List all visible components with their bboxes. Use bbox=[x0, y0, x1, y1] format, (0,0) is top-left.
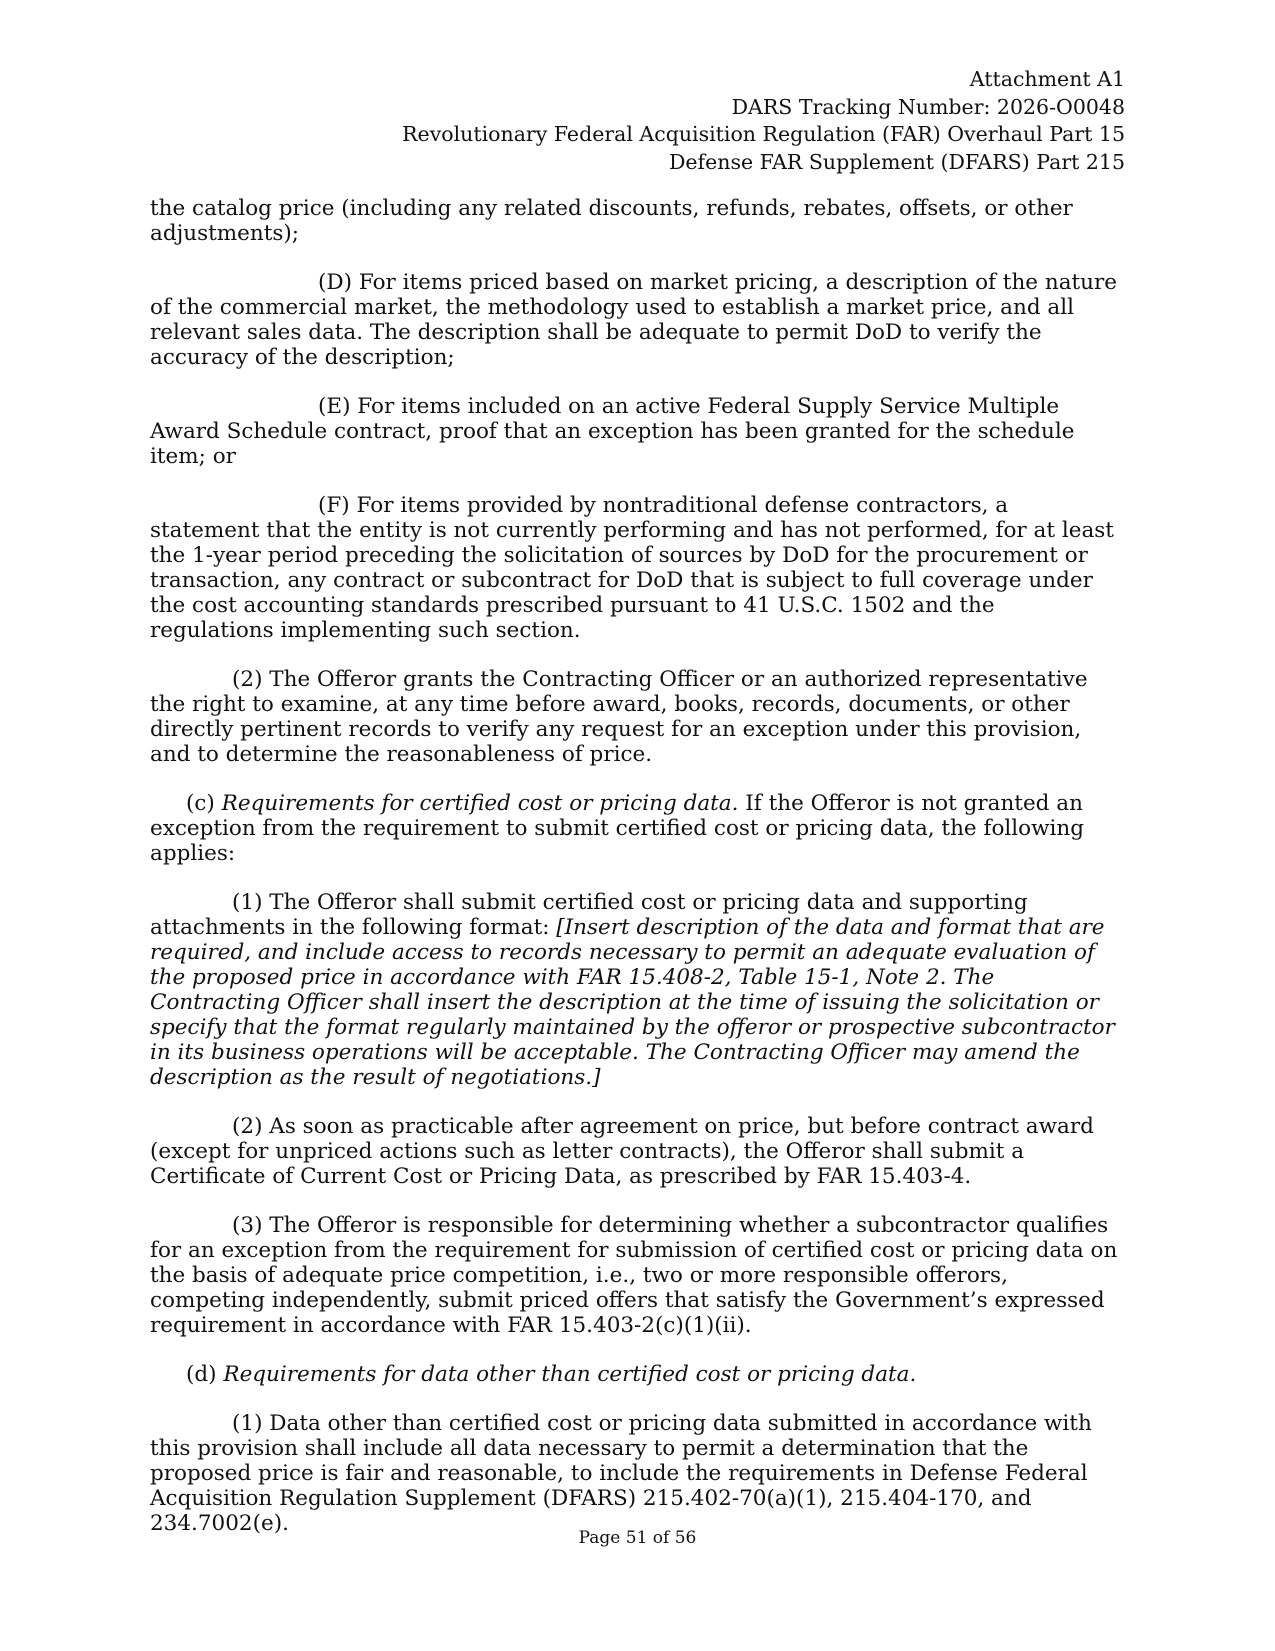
section-d bbox=[150, 1362, 1122, 1387]
page-header bbox=[402, 66, 1125, 176]
header-far-part: Revolutionary Federal Acquisition Regulation (FAR) Overhaul Part 15 bbox=[402, 122, 1125, 146]
page-number: Page 51 of 56 bbox=[578, 1528, 697, 1548]
section-c-heading: Requirements for certified cost or pricing data. bbox=[221, 791, 739, 816]
section-d-label: (d) bbox=[186, 1362, 224, 1387]
paragraph-b1-D: (D) For items priced based on market pricing, a description of the nature of the commercial market, the methodology used to establish a market price, and all relevant sales data. The description shall be adequate to permit DoD to verify the accuracy of the description; bbox=[150, 270, 1118, 370]
paragraph-c1 bbox=[150, 890, 1122, 1090]
header-dfars-part: Defense FAR Supplement (DFARS) Part 215 bbox=[668, 149, 1125, 174]
paragraph-continuation: the catalog price (including any related discounts, refunds, rebates, offsets, or other adjustments); bbox=[150, 196, 1073, 246]
paragraph-c3: (3) The Offeror is responsible for determining whether a subcontractor qualifies for an exception from the requirement for submission of certified cost or pricing data on the basis of adequate price competition, i.e., two or more responsible offerors, competing independently, submit priced offers that satisfy the Government’s expressed requirement in accordance with FAR 15.403-2(c)(1)(ii). bbox=[150, 1213, 1118, 1338]
section-d-heading: Requirements for data other than certified cost or pricing data. bbox=[223, 1362, 917, 1387]
paragraph-b1-F: (F) For items provided by nontraditional defense contractors, a statement that the entity is not currently performing and has not performed, for at least the 1-year period preceding the solicitation of sources by DoD for the procurement or transaction, any contract or subcontract for DoD that is subject to full coverage under the cost accounting standards prescribed pursuant to 41 U.S.C. 1502 and the regulations implementing such section. bbox=[150, 493, 1114, 643]
paragraph-c1-text: (1) The Offeror shall submit certified cost or pricing data and supporting attachments in the following format: bbox=[150, 890, 1028, 940]
section-c-label: (c) bbox=[186, 791, 222, 816]
paragraph-c2: (2) As soon as practicable after agreement on price, but before contract award (except for unpriced actions such as letter contracts), the Offeror shall submit a Certificate of Current Cost or Pricing Data, as prescribed by FAR 15.403-4. bbox=[150, 1114, 1094, 1189]
section-c-text: If the Offeror is not granted an exception from the requirement to submit certified cost or pricing data, the following applies: bbox=[150, 791, 1084, 866]
paragraph-c1-instruction: [Insert description of the data and format that are required, and include access to records necessary to permit an adequate evaluation of the proposed price in accordance with FAR 15.408-2, Table 15-1, Note 2. The Contracting Officer shall insert the description at the time of issuing the solicitation or specify that the format regularly maintained by the offeror or prospective subcontractor in its business operations will be acceptable. The Contracting Officer may amend the description as the result of negotiations.] bbox=[150, 915, 1115, 1090]
paragraph-d1: (1) Data other than certified cost or pricing data submitted in accordance with this provision shall include all data necessary to permit a determination that the proposed price is fair and reasonable, to include the requirements in Defense Federal Acquisition Regulation Supplement (DFARS) 215.402-70(a)(1), 215.404-170, and 234.7002(e). bbox=[150, 1411, 1092, 1536]
paragraph-b2: (2) The Offeror grants the Contracting Officer or an authorized representative the right to examine, at any time before award, books, records, documents, or other directly pertinent records to verify any request for an exception under this provision, and to determine the reasonableness of price. bbox=[150, 667, 1088, 767]
header-attachment: Attachment A1 bbox=[969, 67, 1125, 91]
paragraph-b1-E: (E) For items included on an active Federal Supply Service Multiple Award Schedule contract, proof that an exception has been granted for the schedule item; or bbox=[150, 394, 1075, 469]
header-tracking-number: DARS Tracking Number: 2026-O0048 bbox=[731, 94, 1125, 119]
section-c bbox=[150, 791, 1122, 866]
document-body bbox=[150, 196, 1122, 1560]
